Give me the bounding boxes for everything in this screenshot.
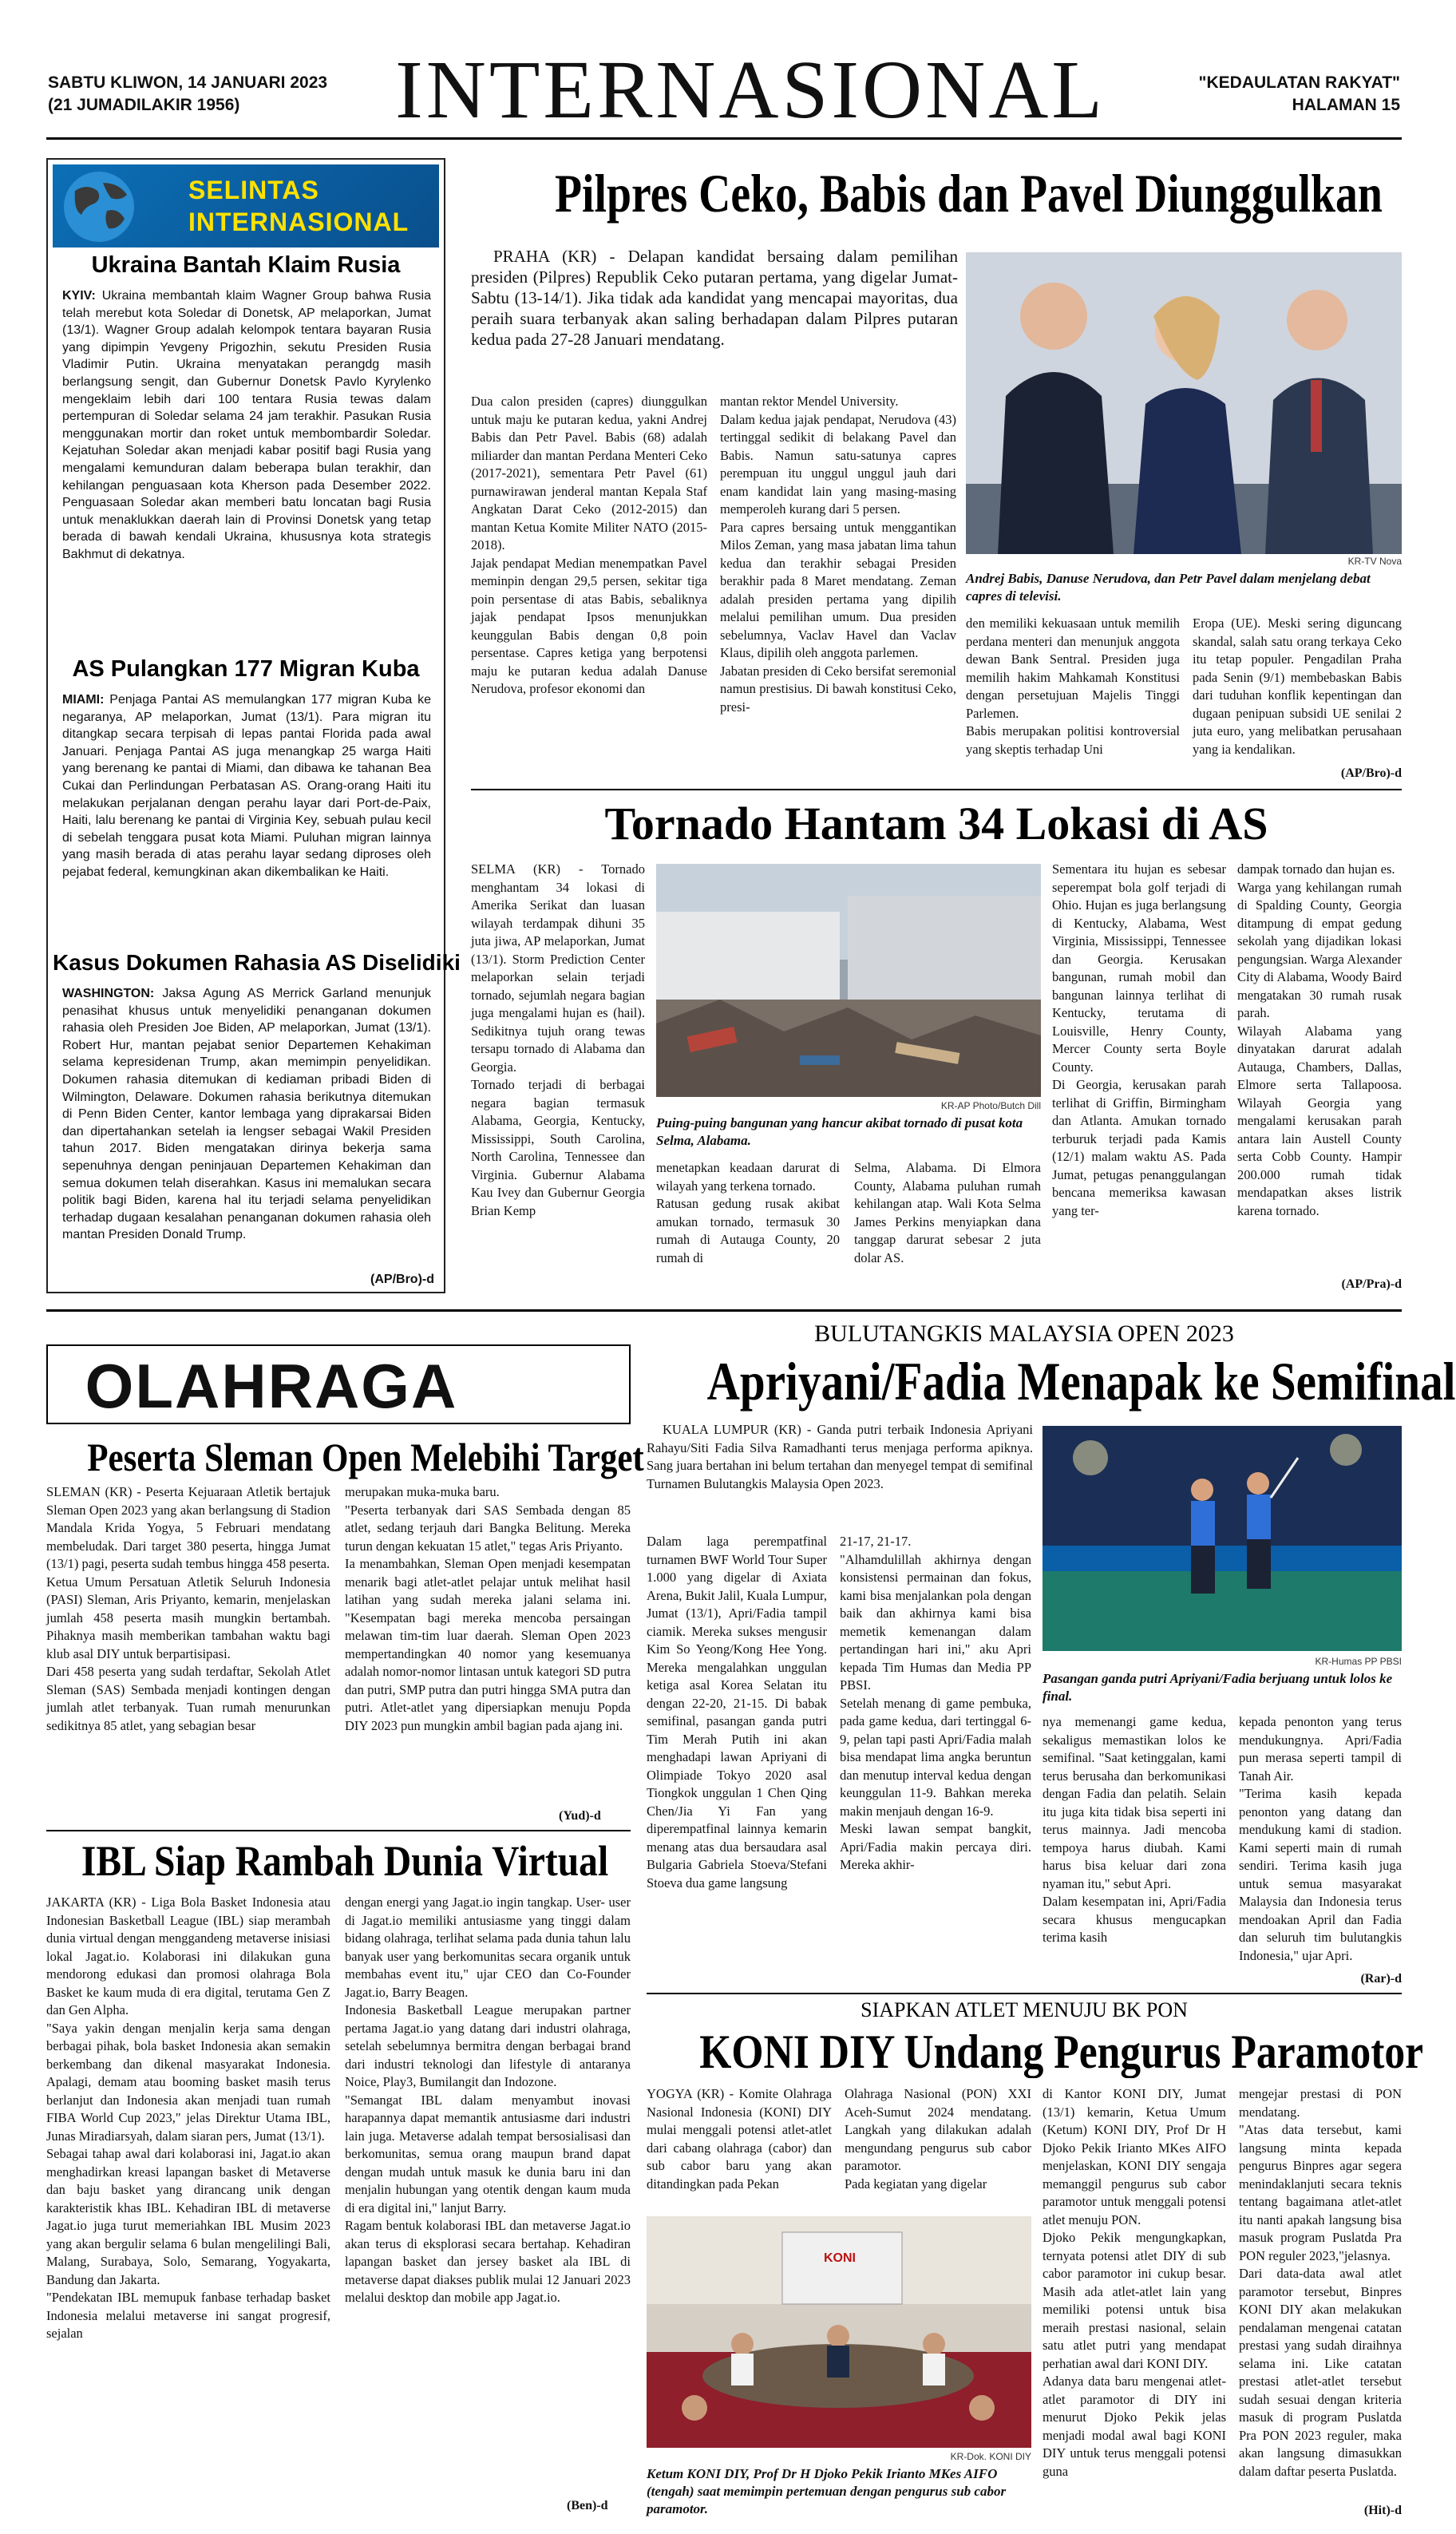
sleman-headline: Peserta Sleman Open Melebihi Target: [87, 1435, 644, 1479]
globe-icon: [59, 171, 147, 243]
tornado-col3: Selma, Alabama. Di Elmora County, Alabama puluhan rumah kehilangan atap. Wali Kota Selma James Perkins menyiapkan dana tanggap darurat sebesar 2 juta dolar AS.: [854, 1160, 1041, 1265]
brief-1-dateline: KYIV:: [62, 289, 96, 303]
olahraga-banner: [46, 1344, 631, 1424]
ceko-col1: Dua calon presiden (capres) diunggulkan untuk maju ke putaran kedua, yakni Andrej Babis dan Petr Pavel. Babis (68) adalah miliarder dan mantan Perdana Menteri Ceko (2017-2021), sementara Petr Pavel (61) purnawirawan jenderal mantan Kepala Staf Angkatan Darat Ceko (2012-2015) dan mantan Ketua Komite Militer NATO (2015-2018). Jajak pendapat Median menempatkan Pavel meminpin dengan 29,5 persen, sekitar tiga poin persentase di atas Babis, sebaliknya jajak pendapat Ipsos menunjukkan keunggulan Babis dengan 0,8 poin persentase. Capres ketiga yang berpotensi maju ke putaran kedua adalah Danuse Nerudova, profesor ekonomi dan: [471, 394, 707, 696]
tornado-col5: dampak tornado dan hujan es. Warga yang kehilangan rumah di Spalding County, Georgia ditampung di empat gedung sekolah yang dijadikan lokasi pengungsian. Warga Alexander City di Alabama, Woody Baird mengatakan 30 rumah rusak parah. Wilayah Alabama yang dinyatakan darurat adalah Autauga, Chambers, Dallas, Elmore serta Tallapoosa. Wilayah Georgia yang mengalami kerusakan parah antara lain Austell County serta Cobb County. Hampir 200.000 rumah tidak mendapatkan akses listrik karena tornado.: [1237, 861, 1402, 1218]
bulu-col3: nya memenangi game kedua, sekaligus memastikan lolos ke semifinal. "Saat ketinggalan, kami terus berusaha dan berkomunikasi dengan Fadia dan pelatih. Selain itu juga kita tidak bisa seperti ini terus mainnya. Jadi mencoba tempoya harus diubah. Kami harus bisa keluar dari zona nyaman itu," sebut Apri. Dalam kesempatan ini, Apri/Fadia secara khusus mengucapkan terima kasih: [1043, 1714, 1226, 1945]
masthead-date: SABTU KLIWON, 14 JANUARI 2023: [48, 73, 328, 92]
bulu-photo: [1043, 1426, 1402, 1651]
bulu-lead: KUALA LUMPUR (KR) - Ganda putri terbaik Indonesia Apriyani Rahayu/Siti Fadia Silva Ramadhanti terus menjaga performa apiknya. Sang juara bertahan ini belum tertahan dan menyegel tempat di semifinal Turnamen Bulutangkis Malaysia Open 2023.: [647, 1422, 1033, 1491]
bulu-photo-caption: Pasangan ganda putri Apriyani/Fadia berjuang untuk lolos ke final.: [1043, 1671, 1393, 1704]
ceko-col3: den memiliki kekuasaan untuk memilih perdana menteri dan menunjuk anggota dewan Bank Sentral. Presiden juga memilih hakim Mahkamah Konstitusi dengan persetujuan Majelis Tinggi Parlemen. Babis merupakan politisi kontroversial yang skeptis terhadap Uni: [966, 616, 1180, 757]
brief-1-body: [62, 287, 431, 651]
koni-col2: Olahraga Nasional (PON) XXI Aceh-Sumut 2024 mendatang. Langkah yang dilakukan adalah mengundang pengurus sub cabor paramotor. Pada kegiatan yang digelar: [845, 2086, 1031, 2192]
badminton-illustration: [1043, 1426, 1402, 1651]
selintas-banner-line1: SELINTAS: [188, 176, 319, 204]
selintas-banner: [53, 164, 439, 247]
koni-col4: mengejar prestasi di PON mendatang. "Atas data tersebut, kami langsung minta kepada pengurus Binpres agar segera menindaklanjuti secara teknis tentang bagaimana atlet-atlet itu nanti apakah langsung bisa masuk program Puslatda Pra PON reguler 2023,"jelasnya. Dari data-data awal atlet paramotor tersebut, Binpres KONI DIY akan melakukan pendalaman mengenai catatan prestasi yang sudah diraihnya selama ini. Like catatan prestasi atlet-atlet tersebut sudah sesuai dengan kriteria masuk di program Puslatda Pra PON 2023 reguler, maka akan langsung dimasukkan dalam daftar peserta Puslatda.: [1239, 2086, 1402, 2479]
brief-3-dateline: WASHINGTON:: [62, 987, 155, 1000]
masthead-rule: [46, 137, 1402, 140]
sleman-rule: [46, 1830, 631, 1831]
ceko-lead: PRAHA (KR) - Delapan kandidat bersaing dalam pemilihan presiden (Pilpres) Republik Ceko putaran pertama, yang digelar Jumat-Sabtu (13-14/1). Jika tidak ada kandidat yang mencapai mayoritas, dua peraih suara terbanyak akan saling berhadapan dalam Pilpres putaran kedua pada 27-28 Januari mendatang.: [471, 247, 958, 349]
koni-col3: di Kantor KONI DIY, Jumat (13/1) kemarin, Ketua Umum (Ketum) KONI DIY, Prof Dr H Djoko Pekik Irianto MKes AIFO menjelaskan, KONI DIY sengaja memanggil pengurus sub cabor paramotor untuk menggali potensi atlet menuju PON. Djoko Pekik mengungkapkan, ternyata potensi atlet DIY di sub cabor paramotor ini cukup besar. Masih ada atlet-atlet lain yang memiliki potensi untuk bisa meraih prestasi nasional, selain satu atlet putri yang mendapat perhatian awal dari KONI DIY. Adanya data baru mengenai atlet-atlet paramotor di DIY ini menurut Djoko Pekik jelas menjadi modal awal bagi KONI DIY untuk terus menggali potensi guna: [1043, 2086, 1226, 2479]
ibl-col2: dengan energi yang Jagat.io ingin tangkap. User- user di Jagat.io memiliki antusiasme yang tinggi dalam bidang olahraga, terlihat selama pada dunia tahun lalu banyak user yang berkomunitas secara organik untuk membahas event itu," ujar CEO dan Co-Founder Jagat.io, Barry Beagen. Indonesia Basketball League merupakan partner pertama Jagat.io yang datang dari industri olahraga, setelah sebelumnya bermitra dengan berbagai brand dari industri teknologi dan lifestyle di antaranya Noice, Play3, Bumilangit dan Indozone. "Semangat IBL dalam menyambut inovasi harapannya dapat memantik antusiasme dari industri lain juga. Metaverse adalah tempat bersosialisasi dan berkomunitas, semua orang maupun brand dapat dengan mudah untuk masuk ke dunia baru ini dan menjalin hubungan yang otentik dengan kaum muda di era digital ini," lanjut Barry. Ragam bentuk kolaborasi IBL dan metaverse Jagat.io akan terus di eksplorasi secara bertahap. Kehadiran lapangan basket dan jersey basket ala IBL di metaverse dapat diakses publik mulai 12 Januari 2023 melalui desktop dan mobile app Jagat.io.: [345, 1895, 631, 2305]
ceko-photo-caption: Andrej Babis, Danuse Nerudova, dan Petr Pavel dalam menjelang debat capres di televisi.: [966, 571, 1371, 604]
ceko-col2: mantan rektor Mendel University. Dalam kedua jajak pendapat, Nerudova (43) tertinggal sedikit di belakang Pavel dan Babis. Namun satu-satunya capres perempuan itu unggul unggul jauh dari enam kandidat lain yang masing-masing memperoleh kurang dari 5 persen. Para capres bersaing untuk menggantikan Milos Zeman, yang masa jabatan lima tahun kedua dan terakhir sebagai Presiden berakhir pada 8 Maret mendatang. Zeman adalah presiden pertama yang dipilih melalui pemilihan umum. Dua presiden sebelumnya, Vaclav Havel dan Vaclav Klaus, dipilih oleh anggota parlemen. Jabatan presiden di Ceko bersifat seremonial namun prestisius. Di bawah konstitusi Ceko, presi-: [720, 394, 956, 715]
sleman-signature: (Yud)-d: [559, 1809, 601, 1823]
ibl-col1: JAKARTA (KR) - Liga Bola Basket Indonesia atau Indonesian Basketball League (IBL) siap merambah dunia virtual dengan menggandeng metaverse inisiasi lokal Jagat.io. Kolaborasi ini dilakukan guna mendorong edukasi dan promosi olahraga Bola Basket ke kaum muda di era digital, terutama Gen Z dan Gen Alpha. "Saya yakin dengan menjalin kerja sama dengan berbagai pihak, bola basket Indonesia akan semakin berkembang dan dikenal masyarakat Indonesia. Apalagi, demam atau booming basket masih terus berlanjut dan Indonesia akan menjadi tuan rumah FIBA World Cup 2023," jelas Direktur Utama IBL, Junas Miradiarsyah, dalam siaran pers, Jumat (13/1). Sebagai tahap awal dari kolaborasi ini, Jagat.io akan menghadirkan kreasi lapangan basket di Metaverse dan baju basket yang dirancang unik dengan karakteristik khas IBL. Kehadiran IBL di metaverse Jagat.io juga turut memeriahkan IBL Musim 2023 yang akan bergulir selama 6 bulan mengelilingi Bali, Malang, Surabaya, Solo, Semarang, Yogyakarta, Bandung dan Jakarta. "Pendekatan IBL memupuk fanbase terhadap basket Indonesia melalui metaverse ini sangat progresif, sejalan: [46, 1895, 330, 2341]
debris-illustration: [656, 864, 1041, 1097]
brief-2-dateline: MIAMI:: [62, 693, 105, 707]
bulu-col1: Dalam laga perempatfinal turnamen BWF World Tour Super 1.000 yang digelar di Axiata Arena, Bukit Jalil, Kuala Lumpur, Jumat (13/1), Apri/Fadia tampil ciamik. Mereka sukses mengusir Kim So Yeong/Kong Hee Yong. Mereka mengalahkan unggulan ketiga asal Korea Selatan itu dengan 22-20, 21-15. Di babak semifinal, pasangan ganda putri Tim Merah Putih ini akan menghadapi lawan Apriyani di Olimpiade Tokyo 2020 asal Tiongkok unggulan 1 Chen Qing Chen/Jia Yi Fan yang diperempatfinal lainnya kemarin menang atas dua bersaudara asal Bulgaria Gabriela Stoeva/Stefani Stoeva dua game langsung: [647, 1534, 827, 1891]
bulu-col4: kepada penonton yang terus mendukungnya. Apri/Fadia pun merasa seperti tampil di Tanah Air. "Terima kasih kepada penonton yang datang dan mendukung kami di stadion. Kami seperti main di rumah sendiri. Terima kasih juga untuk semua masyarakat Malaysia dan Indonesia terus mendoakan April dan Fadia dan seluruh tim bulutangkis Indonesia," ujar Apri.: [1239, 1714, 1402, 1963]
masthead-hijri-date: (21 JUMADILAKIR 1956): [48, 96, 240, 114]
tornado-col2: menetapkan keadaan darurat di wilayah yang terkena tornado. Ratusan gedung rusak akibat amukan tornado, termasuk 30 rumah di Autauga County, 20 rumah di: [656, 1160, 840, 1265]
koni-signature: (Hit)-d: [1363, 2504, 1402, 2517]
sleman-col2: merupakan muka-muka baru. "Peserta terbanyak dari SAS Sembada dengan 85 atlet, sedang terjauh dari Bangka Belitung. Mereka turun dengan kekuatan 15 atlet," tegas Aris Priyanto. Ia menambahkan, Sleman Open menjadi kesempatan menarik bagi atlet-atlet pelajar untuk melihat hasil latihan yang sudah mereka jalani selama ini. "Kesempatan bagi mereka mencoba persaingan melawan tim-tim luar daerah. Sleman Open 2023 mempertandingkan 40 nomor yang kesemuanya adalah nomor-nomor lintasan untuk kategori SD putra dan putri, SMP putra dan putri hingga SMA putra dan putri. Atlet-atlet yang dipersiapkan menuju Popda DIY 2023 pun mungkin ambil bagian pada ajang ini.: [345, 1484, 631, 1733]
masthead: [0, 0, 1448, 144]
selintas-banner-line2: INTERNASIONAL: [188, 208, 410, 236]
brief-3-text: Jaksa Agung AS Merrick Garland menunjuk penasihat khusus untuk menyelidiki penanganan dokumen rahasia oleh Presiden Joe Biden, AP melaporkan, Jumat (13/1). Robert Hur, mantan pejabat senior Departemen Kehakiman selama kepresidenan Trump, akan memimpin penyelidikan. Dokumen rahasia ditemukan di kediaman pribadi Biden di Wilmington, Delaware. Dokumen rahasia berikutnya ditemukan di Penn Biden Center, kantor lembaga yang diprakarsai Biden dan dipertahankan setelah ia lengser sebagai Wakil Presiden tahun 2017. Biden mengatakan dirinya bekerja sama sepenuhnya dengan peninjauan Departemen Kehakiman dan semua dokumen telah diserahkan. Kasus ini memalukan secara politik bagi Biden, karena hal itu terjadi selama penyelidikan terhadap dugaan kesalahan penanganan dokumen rahasia oleh mantan Presiden Donald Trump.: [62, 987, 431, 1242]
bulu-headline: Apriyani/Fadia Menapak ke Semifinal: [706, 1351, 1456, 1412]
ceko-rule: [471, 789, 1402, 790]
ibl-signature: (Ben)-d: [567, 2499, 608, 2512]
koni-kicker: SIAPKAN ATLET MENUJU BK PON: [861, 1998, 1188, 2021]
ceko-signature: (AP/Bro)-d: [1340, 766, 1402, 780]
tornado-col4: Sementara itu hujan es sebesar seperempat bola golf terjadi di Ohio. Hujan es juga berlangsung di Kentucky, Alabama, West Virginia, Mississippi, Tennessee dan Georgia. Kerusakan bangunan, rumah mobil dan bangunan lainnya terlihat di Kentucky, terutama di Louisville, Henry County, Mercer County serta Boyle County. Di Georgia, kerusakan parah terlihat di Griffin, Birmingham dan Atlanta. Amukan tornado terburuk terjadi pada Kamis (12/1) malam waktu AS. Pada Jumat, petugas penanggulangan bencana memeriksa kawasan yang ter-: [1052, 861, 1226, 1218]
bulu-photo-credit: KR-Humas PP PBSI: [1315, 1656, 1402, 1667]
tornado-photo: [656, 864, 1041, 1097]
bulu-rule: [647, 1993, 1402, 1994]
tornado-col1: SELMA (KR) - Tornado menghantam 34 lokasi di Amerika Serikat dan luasan wilayah terdampak dihuni 35 juta jiwa, AP melaporkan, Jumat (13/1). Storm Prediction Center melaporkan selain terjadi tornado, sejumlah negara bagian juga mengalami hujan es (hail). Sedikitnya tujuh orang tewas tersapu tornado di Alabama dan Georgia. Tornado terjadi di berbagai negara bagian termasuk Alabama, Georgia, Kentucky, Mississippi, South Carolina, North Carolina, Tennessee dan Virginia. Gubernur Alabama Kau Ivey dan Gubernur Georgia Brian Kemp: [471, 861, 645, 1218]
tornado-headline: Tornado Hantam 34 Lokasi di AS: [604, 798, 1268, 849]
bulu-col2: 21-17, 21-17. "Alhamdulillah akhirnya dengan konsistensi permainan dan fokus, kami bisa menjalankan pola dengan baik dan akhirnya kami bisa memetik kemenangan dalam pertandingan hari ini," aku Apri kepada Tim Humas dan Media PP PBSI. Setelah menang di game pembuka, pada game kedua, dari tertinggal 6-9, pelan tapi pasti Apri/Fadia malah bisa mendapat lima angka beruntun dan menutup interval kedua dengan keunggulan 11-9. Bahkan mereka makin menjauh dengan 16-9. Meski lawan sempat bangkit, Apri/Fadia makin percaya diri. Mereka akhir-: [840, 1534, 1031, 1872]
brief-2-title: AS Pulangkan 177 Migran Kuba: [72, 656, 420, 682]
ceko-col4: Eropa (UE). Meski sering diguncang skandal, salah satu orang terkaya Ceko itu tetap populer. Pengadilan Praha pada Senin (9/1) membebaskan Babis dari tuduhan konflik kepentingan dan dugaan penipuan subsidi UE senilai 2 juta euro, yang melibatkan perusahaan yang ia kendalikan.: [1193, 616, 1402, 757]
page-number: HALAMAN 15: [1292, 96, 1400, 114]
brief-3-title: Kasus Dokumen Rahasia AS Diselidiki: [53, 950, 461, 975]
tornado-photo-credit: KR-AP Photo/Butch Dill: [940, 1100, 1041, 1111]
koni-sign-text: KONI: [824, 2251, 856, 2265]
ibl-headline: IBL Siap Rambah Dunia Virtual: [81, 1837, 609, 1885]
koni-col1: YOGYA (KR) - Komite Olahraga Nasional Indonesia (KONI) DIY mulai menggali potensi atlet-atlet dari cabang olahraga (cabor) dan sub cabor baru yang akan ditandingkan pada Pekan: [647, 2086, 832, 2192]
candidates-illustration: [966, 252, 1402, 554]
koni-photo-caption: Ketum KONI DIY, Prof Dr H Djoko Pekik Irianto MKes AIFO (tengah) saat memimpin pertemuan dengan pengurus sub cabor paramotor.: [647, 2466, 1007, 2516]
section-title: INTERNASIONAL: [395, 44, 1106, 136]
koni-photo: [647, 2216, 1031, 2448]
section-divider: [46, 1309, 1402, 1312]
tornado-signature: (AP/Pra)-d: [1341, 1277, 1402, 1291]
koni-headline: KONI DIY Undang Pengurus Paramotor: [699, 2025, 1424, 2078]
olahraga-banner-text: OLAHRAGA: [85, 1351, 458, 1421]
bulu-kicker: BULUTANGKIS MALAYSIA OPEN 2023: [814, 1320, 1234, 1347]
koni-photo-credit: KR-Dok. KONI DIY: [950, 2451, 1031, 2462]
brief-2-body: [62, 691, 431, 947]
ceko-headline: Pilpres Ceko, Babis dan Pavel Diunggulkan: [554, 163, 1383, 224]
brief-3-signature: (AP/Bro)-d: [370, 1273, 434, 1286]
sleman-col1: SLEMAN (KR) - Peserta Kejuaraan Atletik bertajuk Sleman Open 2023 yang akan berlangsung di Stadion Mandala Krida Yogya, 5 Februari mendatang membeludak. Dari target 380 peserta, hingga Jumat (13/1) pagi, peserta sudah tembus hingga 458 peserta. Ketua Umum Persatuan Atletik Seluruh Indonesia (PASI) Sleman, Aris Priyanto, kemarin, menjelaskan jumlah 458 peserta masih mungkin bertambah. Pihaknya masih memberikan tambahan waktu bagi klub asal DIY untuk berpartisipasi. Dari 458 peserta yang sudah terdaftar, Sekolah Atlet Sleman (SAS) Sembada menjadi kontingen dengan jumlah atlet terbanyak. Tuan rumah menurunkan sedikitnya 85 atlet, yang sebagian besar: [46, 1484, 330, 1733]
ceko-photo-credit: KR-TV Nova: [1347, 556, 1402, 567]
tornado-photo-caption: Puing-puing bangunan yang hancur akibat tornado di pusat kota Selma, Alabama.: [656, 1115, 1023, 1148]
brief-1-title: Ukraina Bantah Klaim Rusia: [91, 252, 401, 278]
ceko-photo: [966, 252, 1402, 554]
selintas-box: [46, 158, 461, 1293]
brief-1-text: Ukraina membantah klaim Wagner Group bahwa Rusia telah merebut kota Soledar di Donetsk, AP melaporkan, Jumat (13/1). Wagner Group adalah kelompok tentara bayaran Rusia yang dipimpin Yevgeny Prigozhin, sekutu Presiden Rusia Vladimir Putin. Ukraina menyatakan perangdg masih berlangsung sengit, dan Gubernur Donetsk Pavlo Kyrylenko mengeklaim lebih dari 100 tentara Rusia tewas dalam pertempuran di Soledar selama 24 jam terakhir. Pasukan Rusia menggunakan mortir dan roket untuk membombardir Soledar. Kejatuhan Soledar akan menjadi kabar positif bagi Rusia yang mengalami kemunduran dalam beberapa bulan terakhir, dan kehilangan penguasaan kota Kherson pada Desember 2022. Penguasaan Soledar akan memberi batu loncatan bagi Rusia untuk menaklukkan daerah lain di Provinsi Donetsk yang tetap berada di bawah kendali Ukraina, khususnya kota strategis Bakhmut di dekatnya.: [62, 289, 431, 561]
brief-2-text: Penjaga Pantai AS memulangkan 177 migran Kuba ke negaranya, AP melaporkan, Jumat (13/1). Para migran itu ditangkap secara terpisah di lepas pantai Florida pada awal Januari. Penjaga Pantai AS juga menangkap 25 warga Haiti yang berenang ke pantai di Miami, dan dibawa ke tahanan Bea Cukai dan Perlindungan Perbatasan AS. Orang-orang Haiti itu melakukan perjalanan dengan perahu layar dari Port-de-Paix, Haiti, lalu berenang ke pantai di Virginia Key, sebuah pulau kecil di sebelah tenggara pusat kota Miami. Puluhan migran lainnya yang masih berada di atas perahu layar sedang diproses oleh pejabat federal, kemungkinan akan dikembalikan ke Haiti.: [62, 693, 431, 879]
bulu-signature: (Rar)-d: [1360, 1972, 1402, 1986]
brief-3-body: [62, 985, 431, 1273]
masthead-paper-name: "KEDAULATAN RAKYAT": [1198, 73, 1400, 92]
